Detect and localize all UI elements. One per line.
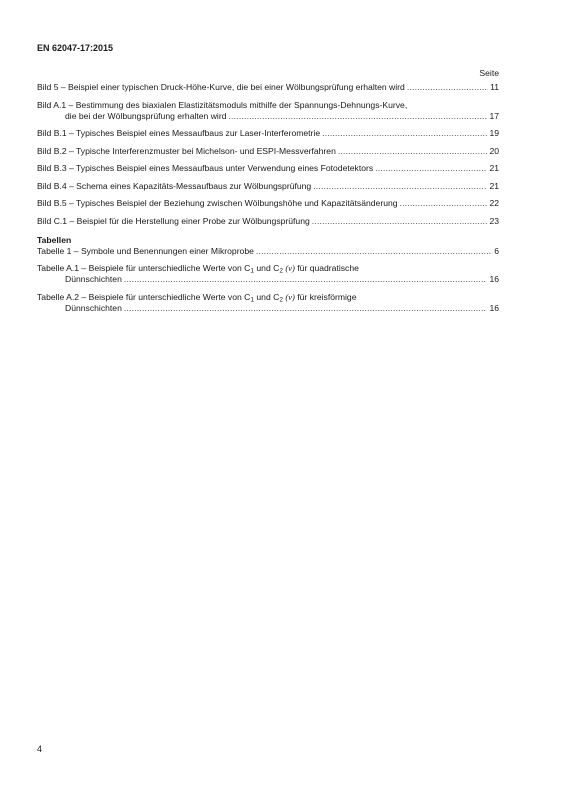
entry-text: Bild B.3 – Typisches Beispiel eines Messaufbaus unter Verwendung eines Fotodetektors: [37, 163, 374, 173]
toc-entry: [37, 198, 499, 209]
entry-text: Dünnschichten: [65, 274, 122, 284]
toc-entry: [37, 263, 499, 285]
entry-page: 22: [489, 198, 499, 208]
document-id: EN 62047-17:2015: [37, 43, 114, 53]
entry-text-line1: Bild A.1 – Bestimmung des biaxialen Elastizitätsmoduls mithilfe der Spannungs-Dehnungs-Kurve,: [37, 99, 408, 110]
entry-text: Bild B.2 – Typische Interferenzmuster bei Michelson- und ESPI-Messverfahren: [37, 145, 336, 156]
entry-page: 16: [489, 302, 499, 313]
entry-page: 21: [489, 163, 499, 173]
entry-text: die bei der Wölbungsprüfung erhalten wird: [65, 110, 227, 121]
entry-page: 19: [489, 128, 499, 138]
page-column-label: Seite: [479, 68, 499, 78]
entry-text: Bild C.1 – Beispiel für die Herstellung einer Probe zur Wölbungsprüfung: [37, 215, 310, 226]
toc-entry: [37, 246, 499, 257]
entry-text: Bild 5 – Beispiel einer typischen Druck-Höhe-Kurve, die bei einer Wölbungsprüfung erhalten wird: [37, 82, 405, 92]
entry-text: Bild B.4 – Schema eines Kapazitäts-Messaufbaus zur Wölbungsprüfung: [37, 180, 312, 191]
entry-text: Dünnschichten: [65, 302, 122, 313]
entry-text-line1: Tabelle A.2 – Beispiele für unterschiedliche Werte von $C_1$ und $C_2$ (ν) für kreisförmige: [37, 291, 357, 303]
entry-page: 21: [489, 180, 499, 191]
toc-entry: [37, 292, 499, 314]
page-number: 4: [37, 744, 43, 754]
entry-page: 16: [489, 274, 499, 284]
toc-entry: [37, 128, 499, 139]
toc-entry: [37, 163, 499, 174]
entry-page: 6: [494, 245, 499, 256]
entry-text: Tabelle 1 – Symbole und Benennungen einer Mikroprobe: [37, 245, 254, 256]
entry-page: 20: [489, 145, 499, 156]
toc-entry: [37, 146, 499, 157]
toc-entry: [37, 82, 499, 93]
figure-list: [37, 82, 499, 314]
toc-entry: [37, 181, 499, 192]
entry-page: 11: [490, 82, 499, 92]
tables-heading: Tabellen: [37, 234, 72, 245]
entry-page: 23: [489, 215, 499, 226]
entry-page: 17: [489, 110, 499, 121]
toc-entry: [37, 100, 499, 122]
entry-text-line1: Tabelle A.1 – Beispiele für unterschiedliche Werte von $C_1$ und $C_2$ (ν) für quadratische: [37, 263, 359, 275]
entry-text: Bild B.1 – Typisches Beispiel eines Messaufbaus zur Laser-Interferometrie: [37, 128, 321, 138]
toc-entry: [37, 216, 499, 227]
entry-text: Bild B.5 – Typisches Beispiel der Beziehung zwischen Wölbungshöhe und Kapazitätsänderung: [37, 198, 398, 208]
